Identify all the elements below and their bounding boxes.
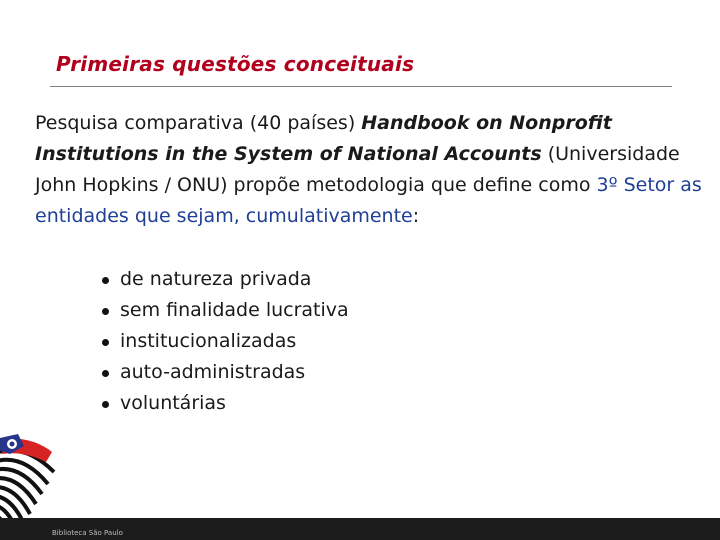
- bullet-dot-icon: [102, 401, 109, 408]
- intro-paragraph: [35, 108, 705, 232]
- criteria-list: [96, 264, 349, 419]
- bullet-dot-icon: [102, 308, 109, 315]
- list-item-text: voluntárias: [120, 392, 226, 414]
- bullet-dot-icon: [102, 339, 109, 346]
- list-item: [96, 388, 349, 419]
- bullet-dot-icon: [102, 370, 109, 377]
- list-item: [96, 326, 349, 357]
- list-item-text: sem finalidade lucrativa: [120, 299, 349, 321]
- list-item-text: institucionalizadas: [120, 330, 297, 352]
- paragraph-text-3: :: [412, 205, 420, 227]
- paragraph-text-2: (Universidade John Hopkins / ONU) propõe metodologia que define como: [35, 143, 680, 196]
- bullet-dot-icon: [102, 277, 109, 284]
- list-item: [96, 264, 349, 295]
- footer-credit: Biblioteca São Paulo: [52, 529, 123, 537]
- list-item-text: auto-administradas: [120, 361, 306, 383]
- list-item: [96, 357, 349, 388]
- paragraph-highlight: 3º Setor as entidades que sejam, cumulativamente: [35, 174, 702, 227]
- list-item: [96, 295, 349, 326]
- list-item-text: de natureza privada: [120, 268, 312, 290]
- slide-title: Primeiras questões conceituais: [56, 52, 415, 76]
- title-divider: [50, 86, 672, 87]
- paragraph-emphasis: Handbook on Nonprofit Institutions in the System of National Accounts: [35, 112, 612, 165]
- paragraph-text-1: Pesquisa comparativa (40 países): [35, 112, 362, 134]
